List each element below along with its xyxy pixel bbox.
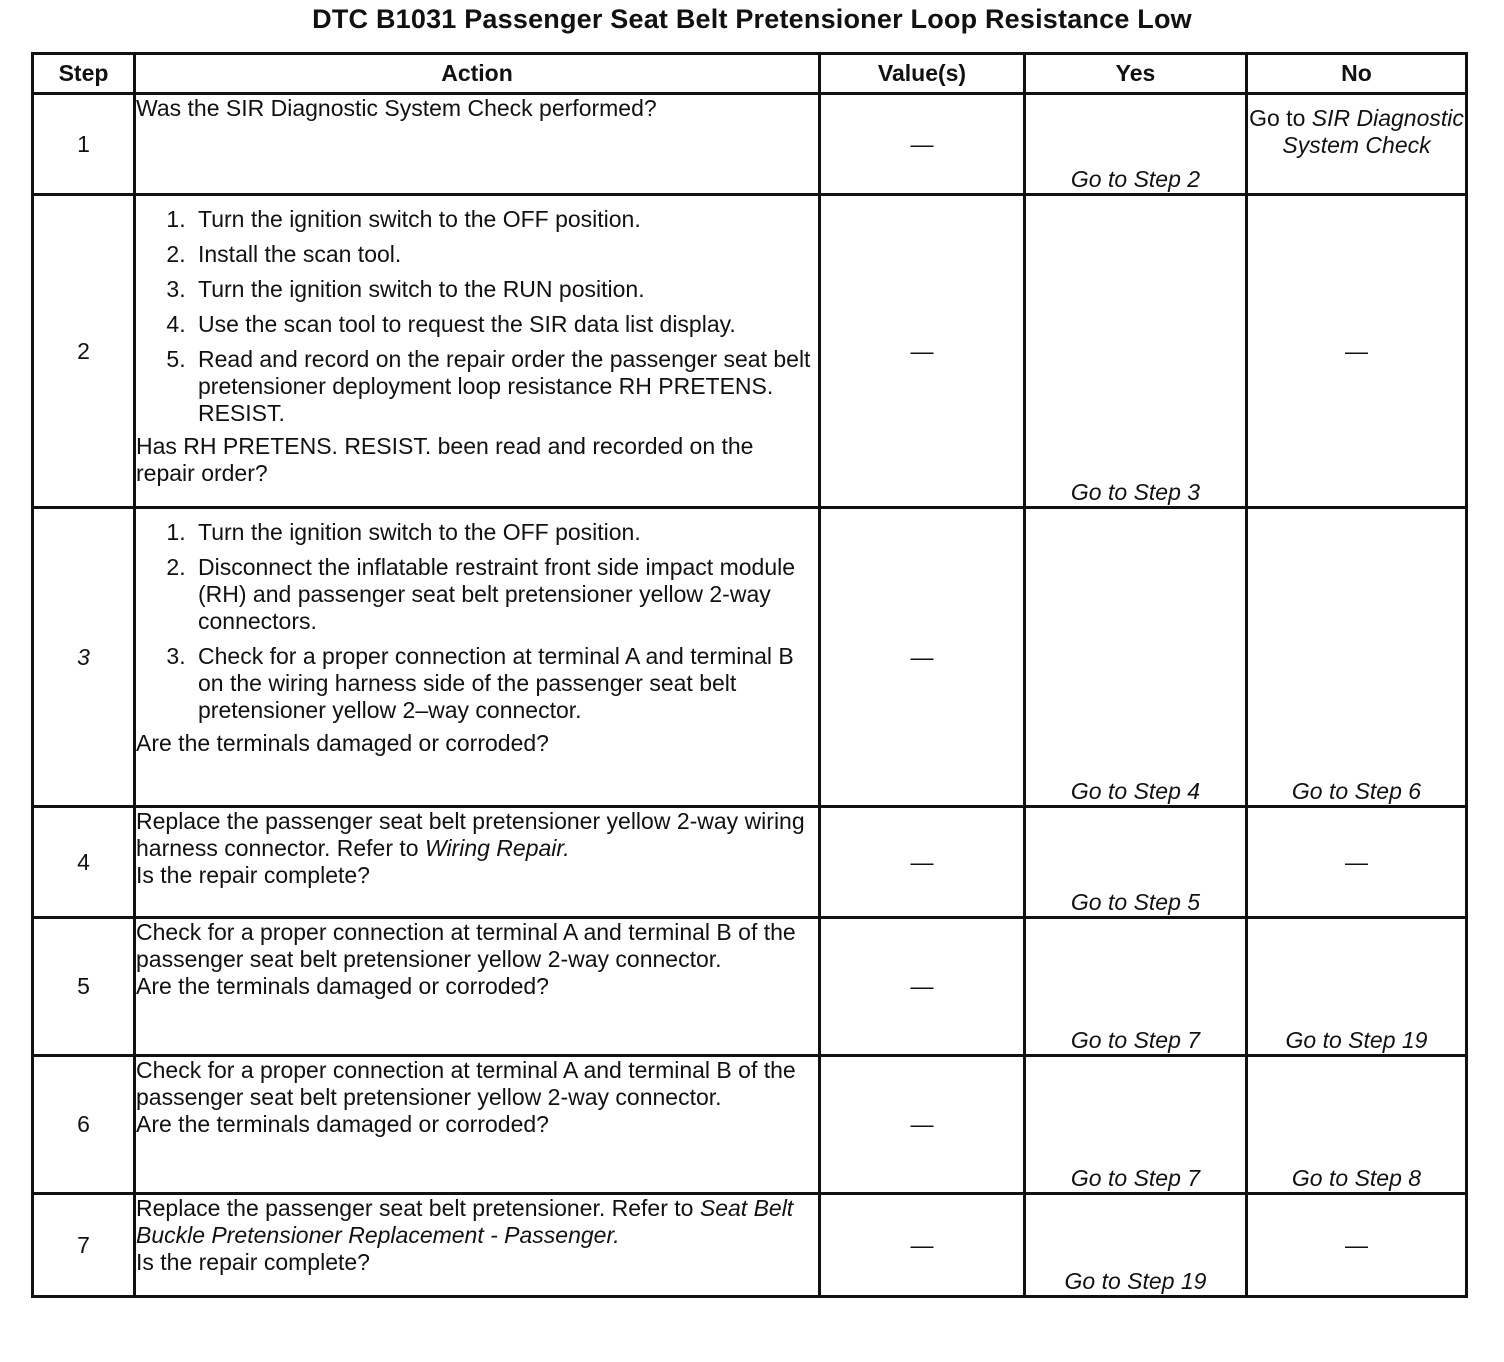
action-steps-list — [136, 206, 818, 427]
step-number: 2 — [33, 195, 135, 508]
no-cell: — — [1247, 807, 1467, 918]
yes-cell[interactable]: Go to Step 3 — [1025, 195, 1247, 508]
action-text — [136, 808, 818, 862]
no-cell[interactable] — [1247, 94, 1467, 195]
value-cell: — — [820, 195, 1025, 508]
list-item: 3. Turn the ignition switch to the RUN position. — [192, 276, 818, 303]
no-cell[interactable]: Go to Step 19 — [1247, 918, 1467, 1056]
page-title: DTC B1031 Passenger Seat Belt Pretensioner Loop Resistance Low — [312, 4, 1192, 34]
value-cell: — — [820, 94, 1025, 195]
header-values: Value(s) — [820, 54, 1025, 94]
list-item: 1. Turn the ignition switch to the OFF position. — [192, 519, 818, 546]
action-steps-list — [136, 519, 818, 724]
wiring-repair-reference[interactable]: Wiring Repair. — [424, 835, 570, 861]
action-cell — [135, 195, 820, 508]
action-cell — [135, 807, 820, 918]
step-number: 3 — [33, 508, 135, 807]
header-row — [33, 54, 1467, 94]
action-cell — [135, 508, 820, 807]
yes-cell[interactable]: Go to Step 19 — [1025, 1194, 1247, 1297]
pretensioner-replacement-reference[interactable]: Seat Belt Buckle Pretensioner Replacement - Passenger. — [136, 1195, 794, 1248]
table-row-step-5 — [33, 918, 1467, 1056]
table-row-step-2 — [33, 195, 1467, 508]
header-no: No — [1247, 54, 1467, 94]
action-text: Was the SIR Diagnostic System Check performed? — [136, 95, 657, 121]
action-text: Check for a proper connection at terminal A and terminal B of the passenger seat belt pretensioner yellow 2-way connector. — [136, 1057, 796, 1110]
action-cell — [135, 1056, 820, 1194]
action-text-main: Replace the passenger seat belt pretensioner yellow 2-way wiring harness connector. Refer to — [136, 808, 805, 861]
diagnostic-table — [31, 52, 1468, 1298]
list-item: 1. Turn the ignition switch to the OFF position. — [192, 206, 818, 233]
action-text: Check for a proper connection at terminal A and terminal B of the passenger seat belt pretensioner yellow 2-way connector. — [136, 919, 796, 972]
value-cell: — — [820, 1194, 1025, 1297]
action-question: Are the terminals damaged or corroded? — [136, 1111, 549, 1137]
yes-cell[interactable]: Go to Step 2 — [1025, 94, 1247, 195]
no-prefix: Go to — [1249, 105, 1312, 131]
action-text — [136, 1195, 818, 1249]
list-item: 3. Check for a proper connection at terminal A and terminal B on the wiring harness side of the passenger seat belt pretensioner yellow 2–way connector. — [192, 643, 818, 724]
action-cell — [135, 94, 820, 195]
yes-cell[interactable]: Go to Step 7 — [1025, 918, 1247, 1056]
list-item: 5. Read and record on the repair order the passenger seat belt pretensioner deployment loop resistance RH PRETENS. RESIST. — [192, 346, 818, 427]
step-number: 4 — [33, 807, 135, 918]
action-question: Is the repair complete? — [136, 1249, 370, 1275]
table-row-step-4 — [33, 807, 1467, 918]
value-cell: — — [820, 918, 1025, 1056]
list-item: 2. Install the scan tool. — [192, 241, 818, 268]
list-item: 4. Use the scan tool to request the SIR data list display. — [192, 311, 818, 338]
header-step: Step — [33, 54, 135, 94]
value-cell: — — [820, 508, 1025, 807]
action-question: Are the terminals damaged or corroded? — [136, 973, 549, 999]
step-number: 7 — [33, 1194, 135, 1297]
no-cell[interactable]: Go to Step 6 — [1247, 508, 1467, 807]
action-cell — [135, 918, 820, 1056]
table-row-step-3 — [33, 508, 1467, 807]
action-question: Has RH PRETENS. RESIST. been read and recorded on the repair order? — [136, 433, 754, 486]
no-cell: — — [1247, 1194, 1467, 1297]
no-cell: — — [1247, 195, 1467, 508]
value-cell: — — [820, 807, 1025, 918]
no-cell[interactable]: Go to Step 8 — [1247, 1056, 1467, 1194]
yes-cell[interactable]: Go to Step 4 — [1025, 508, 1247, 807]
list-item: 2. Disconnect the inflatable restraint front side impact module (RH) and passenger seat belt pretensioner yellow 2-way connectors. — [192, 554, 818, 635]
table-row-step-7 — [33, 1194, 1467, 1297]
header-yes: Yes — [1025, 54, 1247, 94]
value-cell: — — [820, 1056, 1025, 1194]
action-text-main: Replace the passenger seat belt pretensioner. Refer to — [136, 1195, 700, 1221]
step-number: 1 — [33, 94, 135, 195]
yes-cell[interactable]: Go to Step 5 — [1025, 807, 1247, 918]
yes-cell[interactable]: Go to Step 7 — [1025, 1056, 1247, 1194]
header-action: Action — [135, 54, 820, 94]
step-number: 6 — [33, 1056, 135, 1194]
table-row-step-6 — [33, 1056, 1467, 1194]
step-number: 5 — [33, 918, 135, 1056]
no-reference-link[interactable]: SIR Diagnostic System Check — [1282, 105, 1464, 158]
action-question: Are the terminals damaged or corroded? — [136, 730, 549, 756]
action-question: Is the repair complete? — [136, 862, 370, 888]
action-cell — [135, 1194, 820, 1297]
table-row-step-1 — [33, 94, 1467, 195]
